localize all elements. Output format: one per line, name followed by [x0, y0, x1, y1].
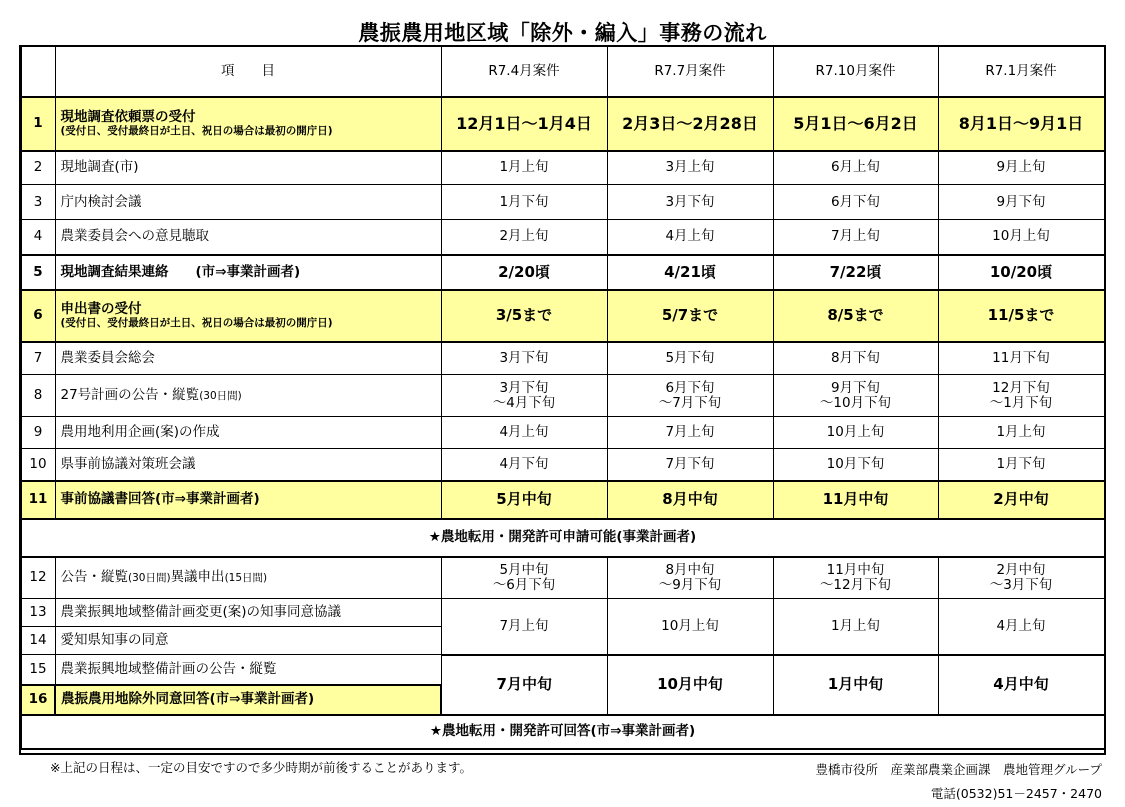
cell-jan: 9月上旬 — [938, 151, 1104, 185]
cell-jul: 7月上旬 — [607, 417, 773, 449]
row-number: 16 — [21, 685, 55, 715]
row-item-label: 27号計画の公告・縦覧 — [60, 386, 200, 403]
row-number: 3 — [21, 185, 55, 220]
row-item: 農用地利用企画(案)の作成 — [55, 417, 441, 449]
cell-oct: 7月上旬 — [773, 220, 938, 255]
cell-jan: 10/20頃 — [938, 255, 1104, 290]
cell-apr: 1月上旬 — [441, 151, 607, 185]
row-item-label: 現地調査依頼票の受付 — [60, 109, 196, 125]
cell-jul: 6月下旬 ～7月下旬 — [607, 375, 773, 417]
footer-org: 豊橋市役所 産業部農業企画課 農地管理グループ — [815, 762, 1102, 777]
row-number: 1 — [21, 97, 55, 151]
cell-jan: 1月下旬 — [938, 449, 1104, 481]
row-item-label: 申出書の受付 — [60, 301, 142, 317]
table-row — [21, 290, 1104, 342]
cell-jan: 1月上旬 — [938, 417, 1104, 449]
row-number: 9 — [21, 417, 55, 449]
row-number: 5 — [21, 255, 55, 290]
row-item: 公告・縦覧(30日間)異議申出(15日間) — [55, 557, 441, 599]
header-col-jan: R7.1月案件 — [938, 47, 1104, 97]
permit-application-note: ★農地転用・開発許可申請可能(事業計画者) — [21, 519, 1104, 557]
cell-jan: 9月下旬 — [938, 185, 1104, 220]
row-number: 10 — [21, 449, 55, 481]
cell-jul: 10月上旬 — [607, 599, 773, 655]
page-title: 農振農用地区域「除外・編入」事務の流れ — [358, 21, 767, 45]
row-item: 現地調査(市) — [55, 151, 441, 185]
row-item: 農業委員会への意見聴取 — [55, 220, 441, 255]
cell-jan: 10月上旬 — [938, 220, 1104, 255]
row-item: 事前協議書回答(市⇒事業計画者) — [55, 481, 441, 519]
cell-oct: 1月上旬 — [773, 599, 938, 655]
header-col-oct: R7.10月案件 — [773, 47, 938, 97]
cell-jul: 4/21頃 — [607, 255, 773, 290]
cell-jul: 2月3日～2月28日 — [607, 97, 773, 151]
cell-jan: 12月下旬 ～1月下旬 — [938, 375, 1104, 417]
cell-apr: 3月下旬 — [441, 342, 607, 375]
row-item: 農業振興地域整備計画の公告・縦覧 — [55, 655, 441, 685]
row-number: 8 — [21, 375, 55, 417]
cell-apr: 2月上旬 — [441, 220, 607, 255]
table-row — [21, 151, 1104, 185]
cell-jul: 7月下旬 — [607, 449, 773, 481]
cell-oct: 6月下旬 — [773, 185, 938, 220]
table-row — [21, 375, 1104, 417]
row-item-note: (受付日、受付最終日が土日、祝日の場合は最初の開庁日) — [60, 317, 333, 329]
cell-oct: 11月中旬 — [773, 481, 938, 519]
row-item: 庁内検討会議 — [55, 185, 441, 220]
row-item: 農業振興地域整備計画変更(案)の知事同意協議 — [55, 599, 441, 627]
cell-jul: 4月上旬 — [607, 220, 773, 255]
cell-apr: 12月1日～1月4日 — [441, 97, 607, 151]
note-row — [21, 715, 1104, 749]
cell-jan: 11/5まで — [938, 290, 1104, 342]
row-item: 農振農用地除外同意回答(市⇒事業計画者) — [55, 685, 441, 715]
cell-apr: 1月下旬 — [441, 185, 607, 220]
table-row — [21, 255, 1104, 290]
note-row — [21, 519, 1104, 557]
cell-oct: 9月下旬 ～10月下旬 — [773, 375, 938, 417]
row-number: 7 — [21, 342, 55, 375]
cell-jul: 5/7まで — [607, 290, 773, 342]
table-row — [21, 599, 1104, 627]
cell-oct: 6月上旬 — [773, 151, 938, 185]
cell-jul: 3月下旬 — [607, 185, 773, 220]
row-item: 県事前協議対策班会議 — [55, 449, 441, 481]
table-row — [21, 342, 1104, 375]
header-item: 項 目 — [55, 47, 441, 97]
row-item — [55, 97, 441, 151]
cell-oct: 8月下旬 — [773, 342, 938, 375]
row-item: 農業委員会総会 — [55, 342, 441, 375]
cell-oct: 7/22頃 — [773, 255, 938, 290]
row-item — [55, 375, 441, 417]
row-number: 12 — [21, 557, 55, 599]
cell-apr: 7月中旬 — [441, 655, 607, 715]
row-number: 4 — [21, 220, 55, 255]
cell-oct: 5月1日～6月2日 — [773, 97, 938, 151]
table-row — [21, 97, 1104, 151]
cell-jan: 2月中旬 — [938, 481, 1104, 519]
row-number: 15 — [21, 655, 55, 685]
cell-jul: 5月下旬 — [607, 342, 773, 375]
row-number: 2 — [21, 151, 55, 185]
table-row — [21, 417, 1104, 449]
cell-jan: 4月上旬 — [938, 599, 1104, 655]
table-row — [21, 481, 1104, 519]
table-row — [21, 449, 1104, 481]
cell-jul: 8月中旬 — [607, 481, 773, 519]
cell-jan: 4月中旬 — [938, 655, 1104, 715]
table-row — [21, 655, 1104, 685]
cell-jan: 2月中旬 ～3月下旬 — [938, 557, 1104, 599]
row-number: 6 — [21, 290, 55, 342]
cell-apr: 2/20頃 — [441, 255, 607, 290]
cell-oct: 1月中旬 — [773, 655, 938, 715]
cell-oct: 8/5まで — [773, 290, 938, 342]
cell-apr: 5月中旬 ～6月下旬 — [441, 557, 607, 599]
permit-answer-note: ★農地転用・開発許可回答(市⇒事業計画者) — [21, 715, 1104, 749]
cell-oct: 10月上旬 — [773, 417, 938, 449]
cell-jul: 8月中旬 ～9月下旬 — [607, 557, 773, 599]
row-number: 14 — [21, 627, 55, 655]
row-item: 愛知県知事の同意 — [55, 627, 441, 655]
cell-oct: 10月下旬 — [773, 449, 938, 481]
cell-jul: 10月中旬 — [607, 655, 773, 715]
cell-jan: 8月1日～9月1日 — [938, 97, 1104, 151]
row-item-duration: (30日間) — [199, 389, 242, 402]
row-item: 現地調査結果連絡 (市⇒事業計画者) — [55, 255, 441, 290]
cell-apr: 7月上旬 — [441, 599, 607, 655]
footer-contact — [815, 758, 1102, 806]
footer-tel: 電話(0532)51－2457・2470 — [930, 786, 1102, 801]
footer-note: ※上記の日程は、一定の目安ですので多少時期が前後することがあります。 — [50, 760, 472, 775]
table-row — [21, 185, 1104, 220]
cell-jan: 11月下旬 — [938, 342, 1104, 375]
table-row — [21, 557, 1104, 599]
cell-apr: 3月下旬 ～4月下旬 — [441, 375, 607, 417]
header-num — [21, 47, 55, 97]
cell-apr: 4月下旬 — [441, 449, 607, 481]
table-row — [21, 220, 1104, 255]
header-col-jul: R7.7月案件 — [607, 47, 773, 97]
header-col-apr: R7.4月案件 — [441, 47, 607, 97]
cell-oct: 11月中旬 ～12月下旬 — [773, 557, 938, 599]
cell-jul: 3月上旬 — [607, 151, 773, 185]
row-number: 13 — [21, 599, 55, 627]
schedule-table — [20, 46, 1105, 750]
row-number: 11 — [21, 481, 55, 519]
cell-apr: 4月上旬 — [441, 417, 607, 449]
header-row — [21, 47, 1104, 97]
cell-apr: 5月中旬 — [441, 481, 607, 519]
row-item-note: (受付日、受付最終日が土日、祝日の場合は最初の開庁日) — [60, 125, 333, 137]
row-item — [55, 290, 441, 342]
cell-apr: 3/5まで — [441, 290, 607, 342]
